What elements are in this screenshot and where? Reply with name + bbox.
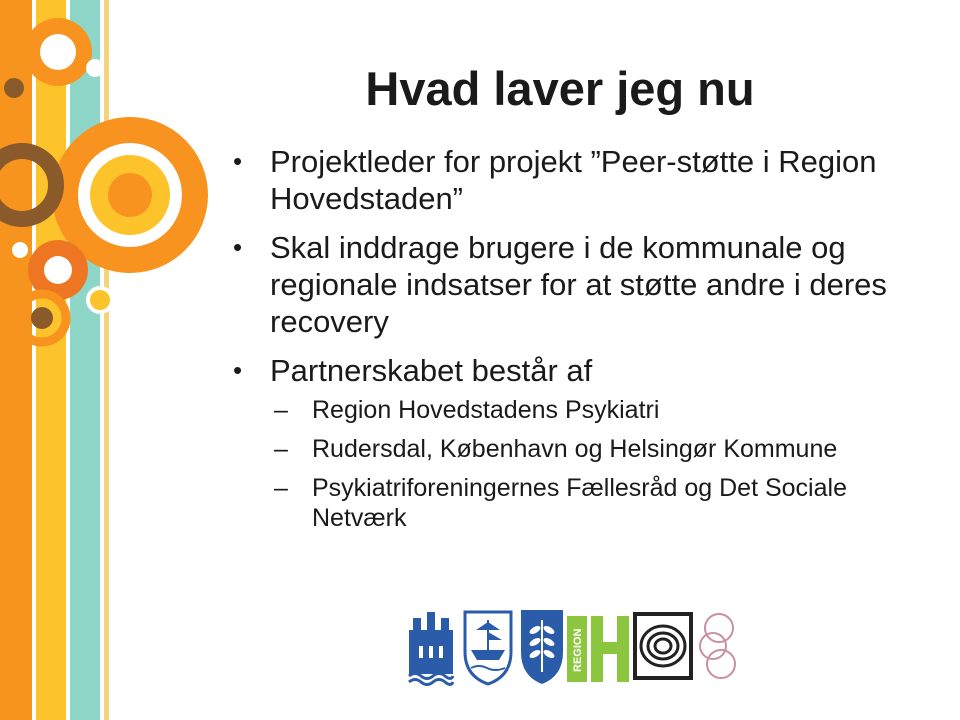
sub-bullet-text: Rudersdal, København og Helsingør Kommune (312, 435, 838, 463)
yellow-stripe (36, 0, 66, 720)
yellow-dot (88, 288, 112, 312)
rings-logo (697, 606, 739, 686)
bullet-item (228, 143, 918, 217)
sub-bullet-text: Psykiatriforeningernes Fællesråd og Det Sociale Netværk (312, 474, 847, 532)
social-network-logo (633, 606, 695, 686)
sub-bullet-text: Region Hovedstadens Psykiatri (312, 396, 660, 424)
ship-shield-logo (461, 606, 515, 686)
bullet-text: Partnerskabet består af (270, 353, 593, 388)
region-h-logo (567, 606, 631, 686)
sub-bullet-item (228, 473, 918, 533)
bullet-text: Projektleder for projekt ”Peer-støtte i Region Hovedstaden” (270, 144, 877, 216)
small-white-dot (86, 59, 104, 77)
dash-symbol: – (274, 474, 288, 502)
orange-stripe (0, 0, 32, 720)
bullet-symbol: • (233, 232, 243, 262)
sub-bullet-item (228, 434, 918, 464)
copenhagen-logo (405, 606, 457, 686)
lower-ring-core (31, 307, 53, 329)
bullet-symbol: • (233, 146, 243, 176)
teal-stripe (70, 0, 100, 720)
leaf-shield-logo (519, 606, 565, 686)
white-dot (12, 242, 28, 258)
bullet-text: Skal inddrage brugere i de kommunale og regionale indsatser for at støtte andre i deres recovery (270, 230, 887, 339)
bullet-item (228, 229, 918, 340)
circle-core (108, 173, 152, 217)
mid-ring-hole (44, 256, 72, 284)
sub-bullet-item (228, 395, 918, 425)
decorative-banner (0, 0, 220, 720)
small-brown-dot (4, 78, 24, 98)
region-label: REGION (572, 628, 584, 672)
slide-content (228, 143, 918, 542)
top-ring-hole (40, 34, 76, 70)
thin-stripe (104, 0, 109, 720)
slide-title: Hvad laver jeg nu (365, 62, 755, 115)
dash-symbol: – (274, 396, 288, 424)
bullet-item (228, 352, 918, 389)
dash-symbol: – (274, 435, 288, 463)
bullet-symbol: • (233, 355, 243, 385)
partner-logos (405, 606, 745, 692)
